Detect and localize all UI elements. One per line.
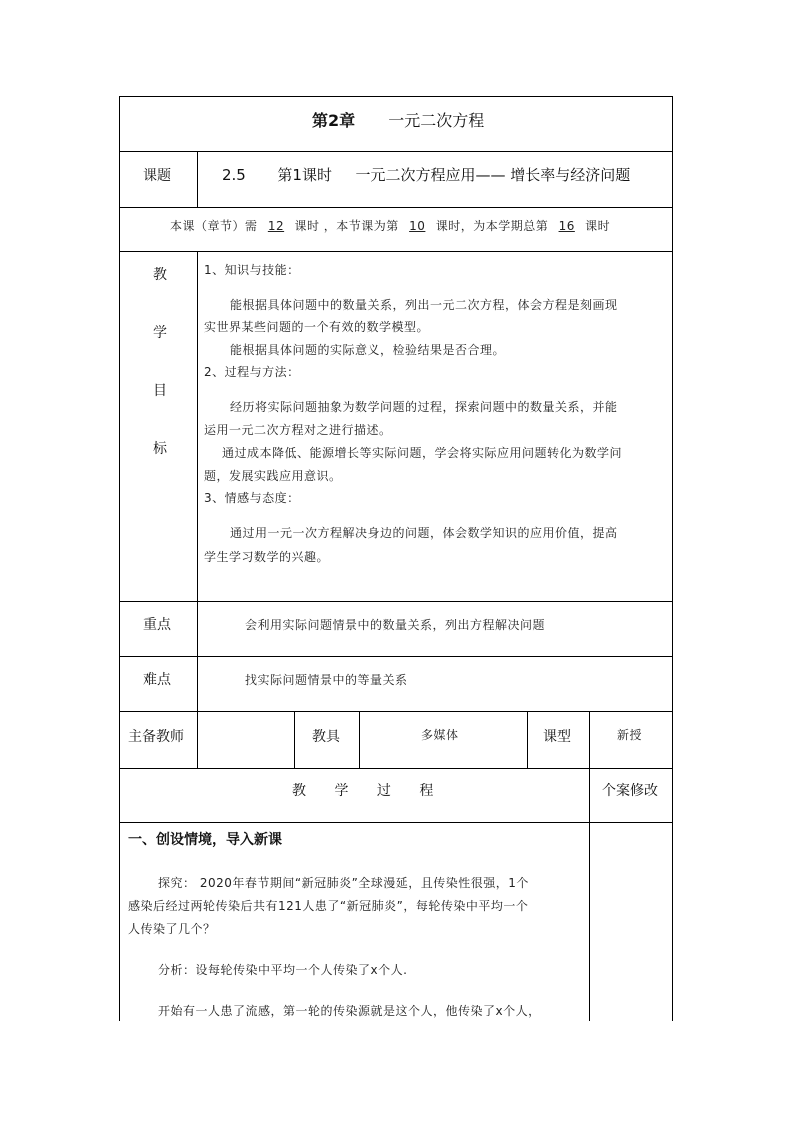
objective-heading-1: 1、知识与技能： <box>204 263 300 277</box>
objectives-label-char: 学 <box>153 325 167 341</box>
objective-text: 能根据具体问题中的数量关系，列出一元二次方程，体会方程是刻画现 <box>230 298 618 312</box>
topic-label: 课题 <box>143 168 171 184</box>
objective-text: 运用一元二次方程对之进行描述。 <box>204 423 392 437</box>
hours-text-1: 本课（章节）需 <box>170 219 258 233</box>
hours-text-3: 课时，为本学期总第 <box>435 219 549 233</box>
topic-lesson: 第1课时 <box>277 166 332 184</box>
hours-line <box>170 217 610 235</box>
chapter-number: 第2章 <box>312 111 356 130</box>
lesson-type-value: 新授 <box>617 728 643 742</box>
teaching-tool-value: 多媒体 <box>421 728 459 742</box>
teaching-tool-label: 教具 <box>312 729 340 745</box>
difficulty-label: 难点 <box>143 672 171 688</box>
hours-semester: 16 <box>558 219 575 233</box>
objective-heading-2: 2、过程与方法： <box>204 365 300 379</box>
hours-text-4: 课时 <box>585 219 611 233</box>
section-heading: 一、创设情境，导入新课 <box>128 832 282 848</box>
objective-text: 学生学习数学的兴趣。 <box>204 550 330 564</box>
key-point-text: 会利用实际问题情景中的数量关系，列出方程解决问题 <box>245 618 546 632</box>
objective-text: 通过用一元一次方程解决身边的问题，体会数学知识的应用价值，提高 <box>230 526 618 540</box>
objectives-label <box>153 266 167 498</box>
content-paragraph: 探究： 2020年春节期间“新冠肺炎”全球漫延，且传染性很强，1个 <box>158 876 529 890</box>
key-point-label: 重点 <box>143 617 171 633</box>
objective-text: 能根据具体问题的实际意义，检验结果是否合理。 <box>230 343 506 357</box>
difficulty-text: 找实际问题情景中的等量关系 <box>245 673 408 687</box>
hours-text-2: 课时 ，本节课为第 <box>294 219 399 233</box>
objectives-label-char: 教 <box>153 267 167 283</box>
revision-label: 个案修改 <box>602 783 658 799</box>
chapter-title: 一元二次方程 <box>388 111 485 130</box>
teaching-process-label: 教 学 过 程 <box>292 783 446 799</box>
content-paragraph: 感染后经过两轮传染后共有121人患了“新冠肺炎”，每轮传染中平均一个 <box>128 899 529 913</box>
teacher-label: 主备教师 <box>128 729 184 745</box>
chapter-heading <box>312 112 484 130</box>
objective-text: 题，发展实践应用意识。 <box>204 469 342 483</box>
objective-text: 通过成本降低、能源增长等实际问题，学会将实际应用问题转化为数学问 <box>222 446 623 460</box>
objective-heading-3: 3、情感与态度： <box>204 491 300 505</box>
objective-text: 实世界某些问题的一个有效的数学模型。 <box>204 320 430 334</box>
content-paragraph: 开始有一人患了流感，第一轮的传染源就是这个人，他传染了x个人， <box>158 1004 541 1018</box>
topic-title-line <box>222 166 630 184</box>
objective-text: 经历将实际问题抽象为数学问题的过程，探索问题中的数量关系，并能 <box>230 400 618 414</box>
content-paragraph: 分析：设每轮传染中平均一个人传染了x个人. <box>158 963 408 977</box>
hours-total: 12 <box>267 219 285 233</box>
topic-title: 一元二次方程应用—— 增长率与经济问题 <box>355 166 631 184</box>
objectives-label-char: 标 <box>153 441 167 457</box>
content-paragraph: 人传染了几个？ <box>128 922 216 936</box>
objectives-label-char: 目 <box>153 383 167 399</box>
topic-section: 2.5 <box>222 166 246 184</box>
lesson-type-label: 课型 <box>543 729 571 745</box>
hours-current: 10 <box>409 219 426 233</box>
